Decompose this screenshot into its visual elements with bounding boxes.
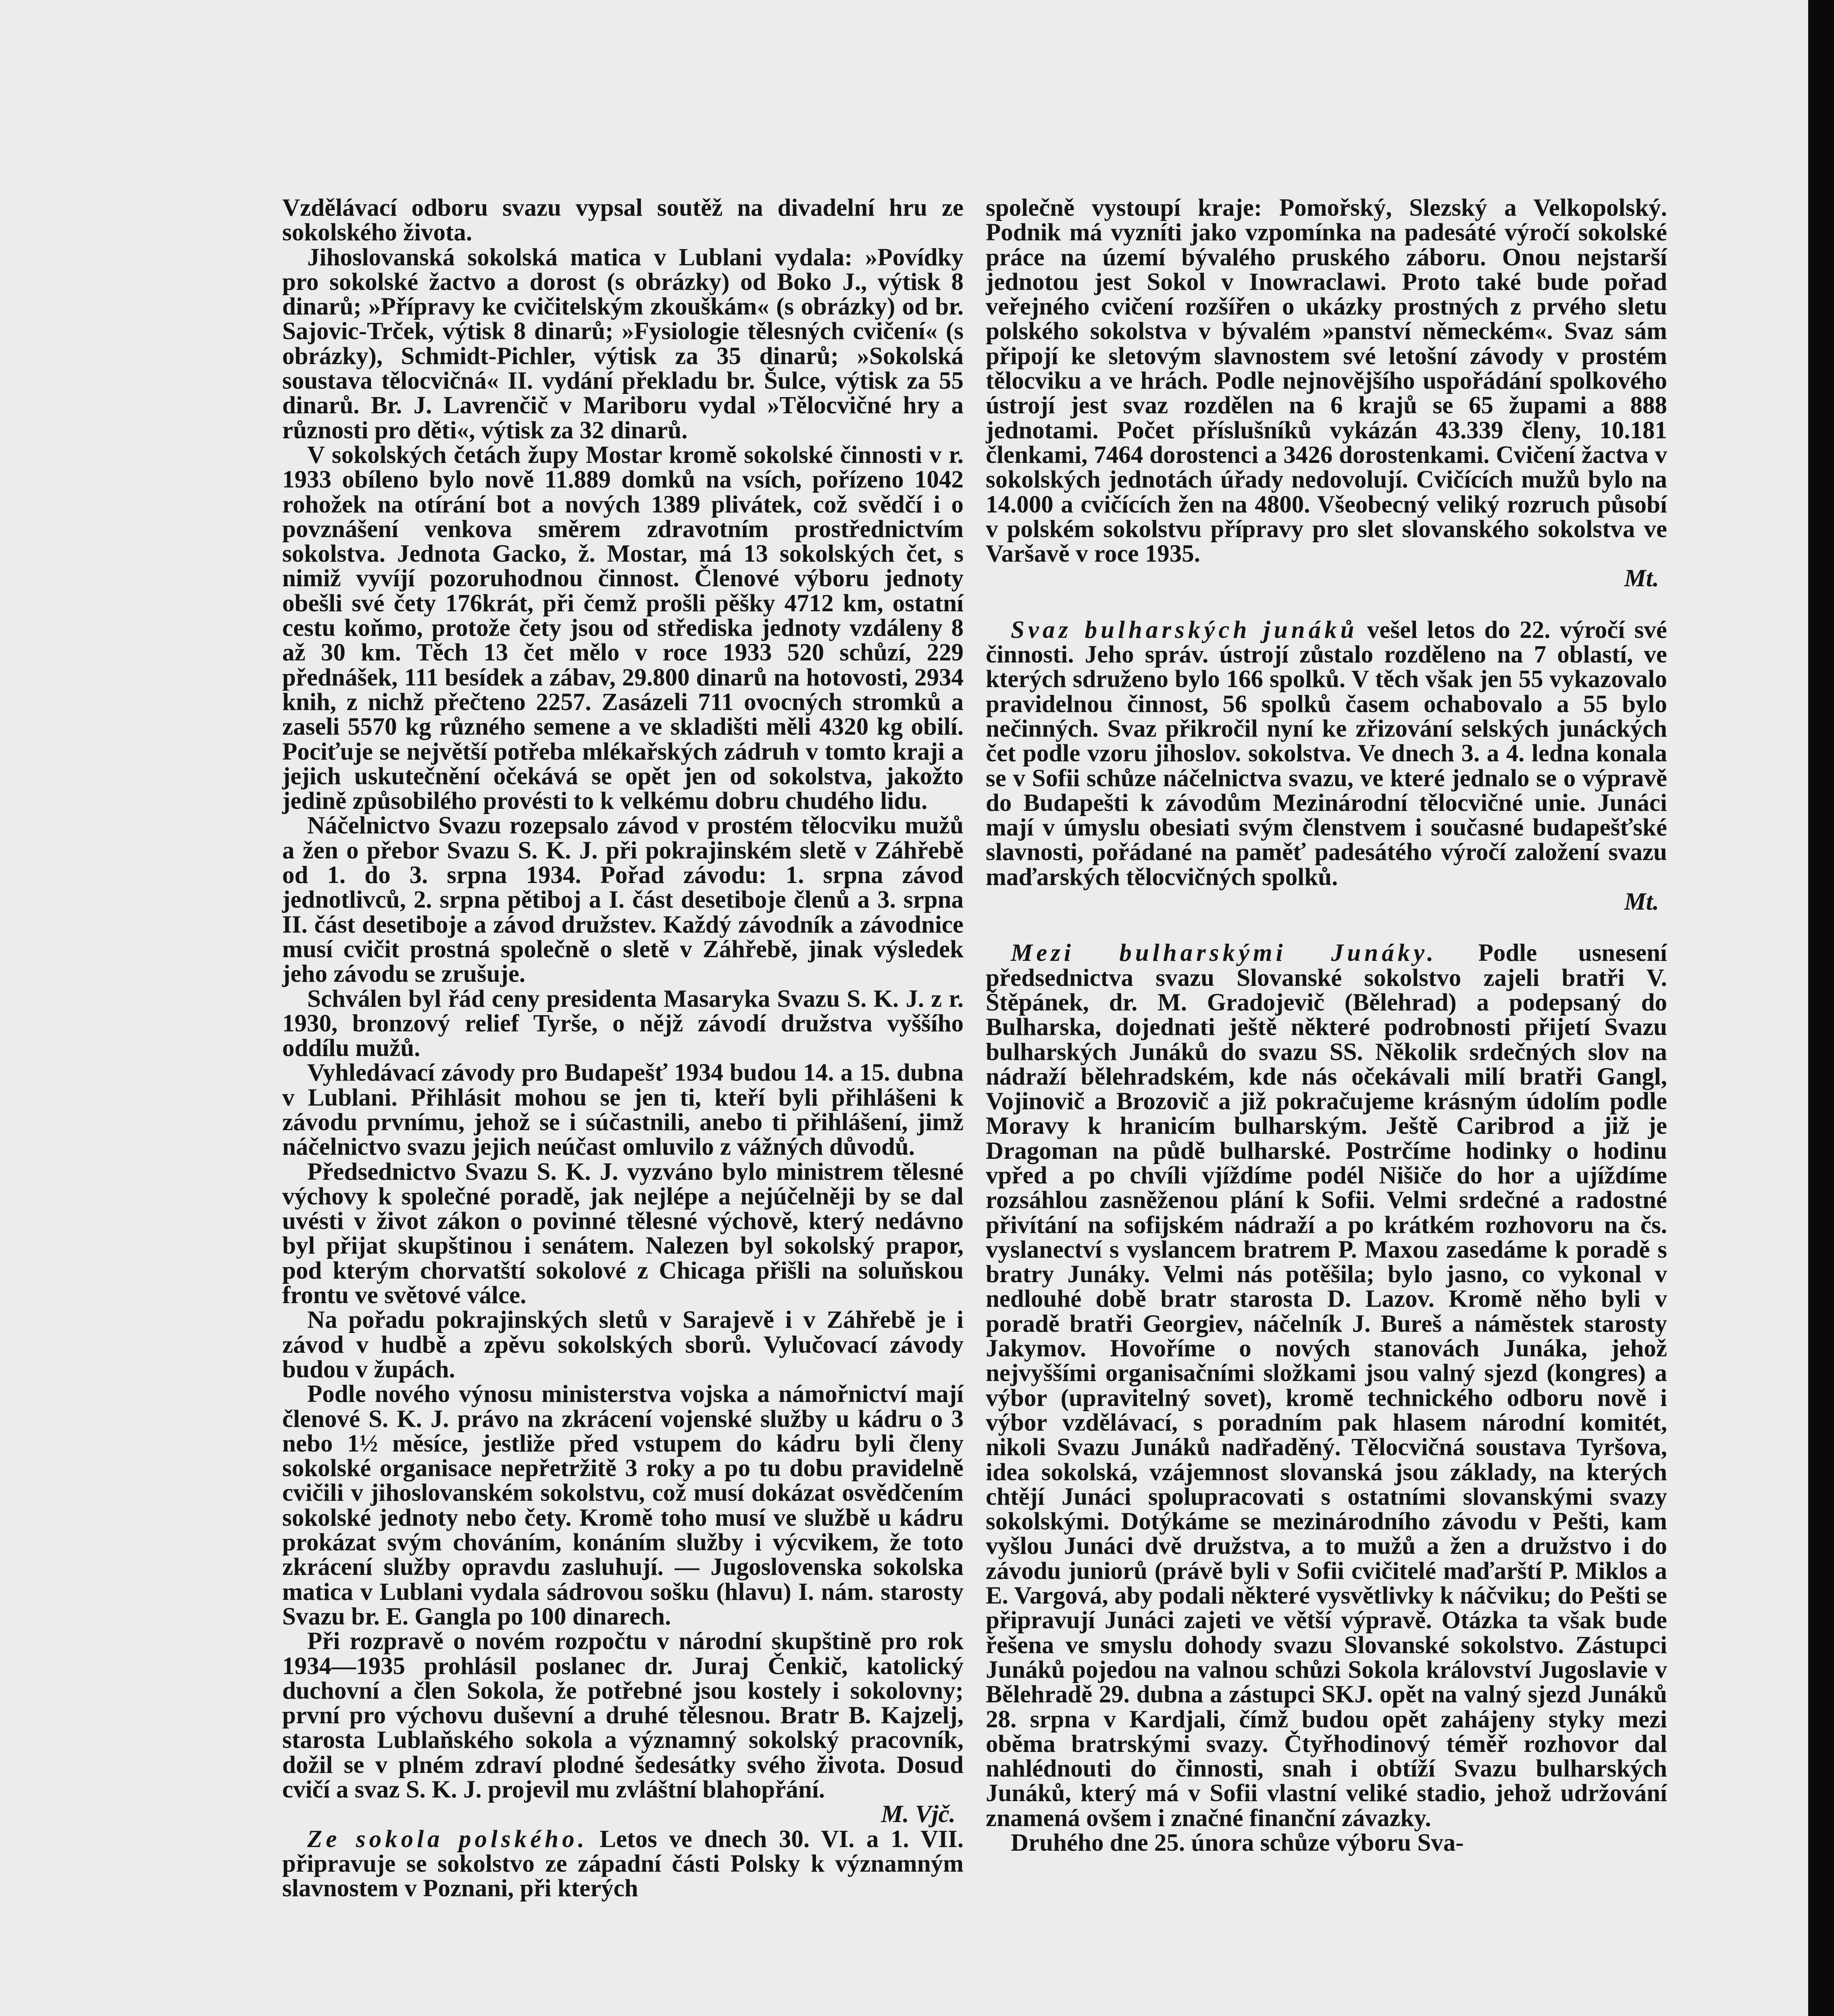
paragraph-text: vešel letos do 22. výročí své činnosti. Jeho správ. ústrojí zůstalo rozděleno na 7 oblastí, ve kterých sdruženo bylo 166 spolků. V těch však jen 55 vykazovalo pravidelnou činnost, 56 spolků časem ochabovalo a 55 bylo nečinných. Svaz přikročil nyní ke zřizování selských junáckých čet podle vzoru jihoslov. sokolstva. Ve dnech 3. a 4. ledna konala se v Sofii schůze náčelnictva svazu, ve které jednalo se o výpravě do Budapešti k závodům Mezinárodní tělocvičné unie. Junáci mají v úmyslu obesiati svým členstvem i současné budapešťské slavnosti, pořádané na paměť padesátého výročí založení svazu maďarských tělocvičných spolků.	[986, 616, 1667, 891]
paragraph: Předsednictvo Svazu S. K. J. vyzváno bylo ministrem tělesné výchovy k společné poradě, jak nejlépe a nejúčelněji by se dal uvésti v život zákon o povinné tělesné výchově, který nedávno byl přijat skupštinou i senátem. Nalezen byl sokolský prapor, pod kterým chorvatští sokolové z Chicaga přišli na soluňskou frontu ve světové válce.	[282, 1158, 964, 1309]
paragraph	[986, 941, 1667, 1831]
author-signature: Mt.	[1624, 565, 1659, 592]
paragraph	[986, 196, 1667, 591]
scan-edge-border	[1808, 0, 1834, 2016]
paragraph-text: Při rozpravě o novém rozpočtu v národní skupštině pro rok 1934—1935 prohlásil poslanec dr. Juraj Čenkič, katolický duchovní a člen Sokola, že potřebné jsou kostely i sokolovny; první pro výchovu duševní a druhé tělesnou. Bratr B. Kajzelj, starosta Lublaňského sokola a významný sokolský pracovník, dožil se v plném zdraví plodné šedesátky svého života. Dosud cvičí a svaz S. K. J. projevil mu zvláštní blahopřání.	[282, 1628, 964, 1803]
right-column	[986, 196, 1667, 1855]
paragraph: Vyhledávací závody pro Budapešť 1934 budou 14. a 15. dubna v Lublani. Přihlásit mohou se jen ti, kteří byli přihlášeni k závodu prvnímu, jehož se i súčastnili, anebo ti přihlášení, jimž náčelnictvo svazu jejich neúčast omluvilo z vážných důvodů.	[282, 1059, 964, 1161]
author-signature: Mt.	[1624, 888, 1659, 916]
paragraph: Druhého dne 25. února schůze výboru Sva-	[1011, 1829, 1464, 1856]
paragraph: Schválen byl řád ceny presidenta Masaryka Svazu S. K. J. z r. 1930, bronzový relief Tyrše, o nějž závodí družstva vyššího oddílu mužů.	[282, 985, 964, 1062]
paragraph-text: Letos ve dnech 30. VI. a 1. VII. připravuje se sokolstvo ze západní části Polsky k významným slavnostem v Poznani, při kterých	[282, 1825, 964, 1902]
paragraph	[986, 618, 1667, 914]
paragraph-text: Podle usnesení předsednictva svazu Slovanské sokolstvo zajeli bratři V. Štěpánek, dr. M. Gradojevič (Bělehrad) a podepsaný do Bulharska, dojednati ještě některé podrobnosti přijetí Svazu bulharských Junáků do svazu SS. Několik srdečných slov na nádraží bělehradském, kde nás očekávali milí bratři Gangl, Vojinovič a Brozovič a již pokračujeme krásným údolím podle Moravy k hranicím bulharským. Ještě Caribrod a již je Dragoman na půdě bulharské. Postrčíme hodinky o hodinu vpřed a po chvíli vjíždíme podél Nišiče do hor a ujíždíme rozsáhlou zasněženou plání k Sofii. Velmi srdečné a radostné přivítání na sofijském nádraží a po krátkém rozhovoru na čs. vyslanectví s vyslancem bratrem P. Maxou zasedáme k poradě s bratry Junáky. Velmi nás potěšila; bylo jasno, co vykonal v nedlouhé době bratr starosta D. Lazov. Kromě něho byli v poradě bratři Georgiev, náčelník J. Bureš a náměstek starosty Jakymov. Hovoříme o nových stanovách Junáka, jehož nejvyššími organisačními složkami jsou valný sjezd (kongres) a výbor (upravitelný sovet), kromě technického odboru nově i výbor vzdělávací, s poradním pak hlasem národní komitét, nikoli Svazu Junáků nadřaděný. Tělocvičná soustava Tyršova, idea sokolská, vzájemnost slovanská jsou základy, na kterých chtějí Junáci spolupracovati s ostatními slovanskými svazy sokolskými. Dotýkáme se mezinárodního závodu v Pešti, kam vyšlou Junáci dvě družstva, a to mužů a žen a družstvo i do závodu juniorů (právě byli v Sofii cvičitelé maďarští P. Miklos a E. Vargová, aby podali některé vysvětlivky k náčviku; do Pešti se připravují Junáci zajeti ve větší výpravě. Otázka ta však bude řešena ve smyslu dohody svazu Slovanské sokolstvo. Zástupci Junáků pojedou na valnou schůzi Sokola království Jugoslavie v Bělehradě 29. dubna a zástupci SKJ. opět na valný sjezd Junáků 28. srpna v Kardjali, čímž budou opět zahájeny styky mezi oběma bratrskými svazy. Čtyřhodinový téměř rozhovor dal nahlédnouti do činnosti, snah i obtíží Svazu bulharských Junáků, který má v Sofii vlastní veliké stadio, jehož udržování znamená ovšem i značné finanční závazky.	[986, 939, 1667, 1832]
section-lead: Mezi bulharskými Junáky.	[1011, 939, 1437, 967]
paragraph	[282, 1629, 964, 1826]
author-signature: M. Vjč.	[881, 1801, 956, 1828]
paragraph: Jihoslovanská sokolská matica v Lublani vydala: »Povídky pro sokolské žactvo a dorost (s obrázky) od Boko J., výtisk 8 dinarů; »Přípravy ke cvičitelským zkouškám« (s obrázky) od br. Sajovic-Trček, výtisk 8 dinarů; »Fysiologie tělesných cvičení« (s obrázky), Schmidt-Pichler, výtisk za 35 dinarů; »Sokolská soustava tělocvičná« II. vydání překladu br. Šulce, výtisk za 55 dinarů. Br. J. Lavrenčič v Mariboru vydal »Tělocvičné hry a různosti pro děti«, výtisk za 32 dinarů.	[282, 244, 964, 444]
section-lead: Svaz bulharských junáků	[1011, 616, 1358, 644]
paragraph-text: společně vystoupí kraje: Pomořský, Slezský a Velkopolský. Podnik má vyzníti jako vzpomínka na padesáté výročí sokolské práce na území bývalého pruského záboru. Onou nejstarší jednotou jest Sokol v Inowraclawi. Proto také bude pořad veřejného cvičení rozšířen o ukázky prostných z prvého sletu polského sokolstva v bývalém »panství německém«. Svaz sám připojí ke sletovým slavnostem své letošní závody v prostém tělocviku a ve hrách. Podle nejnovějšího uspořádání spolkového ústrojí jest svaz rozdělen na 6 krajů se 65 župami a 888 jednotami. Počet příslušníků vykázán 43.339 členy, 10.181 členkami, 7464 dorostenci a 3426 dorostenkami. Cvičení žactva v sokolských jednotách úřady nedovolují. Cvičících mužů bylo na 14.000 a cvičících žen na 4800. Všeobecný veliký rozruch působí v polském sokolstvu přípravy pro slet slovanského sokolstva ve Varšavě v roce 1935.	[986, 194, 1667, 568]
section-lead: Ze sokola polského.	[307, 1825, 588, 1853]
paragraph: Podle nového výnosu ministerstva vojska a námořnictví mají členové S. K. J. právo na zkrácení vojenské služby u kádru o 3 nebo 1½ měsíce, jestliže před vstupem do kádru byli členy sokolské organisace nepřetržitě 3 roky a po tu dobu pravidelně cvičili v jihoslovanském sokolstvu, což musí dokázat osvědčením sokolské jednoty nebo čety. Kromě toho musí ve službě u kádru prokázat svým chováním, konáním služby i výcvikem, že toto zkrácení služby opravdu zasluhují. — Jugoslovenska sokolska matica v Lublani vydala sádrovou sošku (hlavu) I. nám. starosty Svazu br. E. Gangla po 100 dinarech.	[282, 1381, 964, 1630]
paragraph: Na pořadu pokrajinských sletů v Sarajevě i v Záhřebě je i závod v hudbě a zpěvu sokolských sborů. Vylučovací závody budou v župách.	[282, 1306, 964, 1383]
paragraph: Náčelnictvo Svazu rozepsalo závod v prostém tělocviku mužů a žen o přebor Svazu S. K. J. při pokrajinském sletě v Záhřebě od 1. do 3. srpna 1934. Pořad závodu: 1. srpna závod jednotlivců, 2. srpna pětiboj a I. část desetiboje členů a 3. srpna II. část desetiboje a závod družstev. Každý závodník a závodnice musí cvičit prostná společně o sletě v Záhřebě, jinak výsledek jeho závodu se zrušuje.	[282, 812, 964, 988]
paragraph	[282, 1827, 964, 1901]
paragraph: Vzdělávací odboru svazu vypsal soutěž na divadelní hru ze sokolského života.	[282, 194, 964, 246]
left-column	[282, 196, 964, 1901]
paragraph: V sokolských četách župy Mostar kromě sokolské činnosti v r. 1933 obíleno bylo nově 11.889 domků na vsích, pořízeno 1042 rohožek na otírání bot a nových 1389 plivátek, což svědčí i o povznášení venkova směrem zdravotním prostřednictvím sokolstva. Jednota Gacko, ž. Mostar, má 13 sokolských čet, s nimiž vyvíjí pozoruhodnou činnost. Členové výboru jednoty obešli své čety 176krát, při čemž prošli pěšky 4712 km, ostatní cestu koňmo, protože čety jsou od střediska jednoty vzdáleny 8 až 30 km. Těch 13 čet mělo v roce 1933 520 schůzí, 229 přednášek, 111 besídek a zábav, 29.800 dinarů na hotovosti, 2934 knih, z nichž přečteno 2257. Zasázeli 711 ovocných stromků a zaseli 5570 kg různého semene a ve skladišti měli 4320 kg obilí. Pociťuje se největší potřeba mlékařských zádruh v tomto kraji a jejich uskutečnění očekává se opět jen od sokolstva, jakožto jedině způsobilého provésti to k velkému dobru chudého lidu.	[282, 441, 964, 815]
